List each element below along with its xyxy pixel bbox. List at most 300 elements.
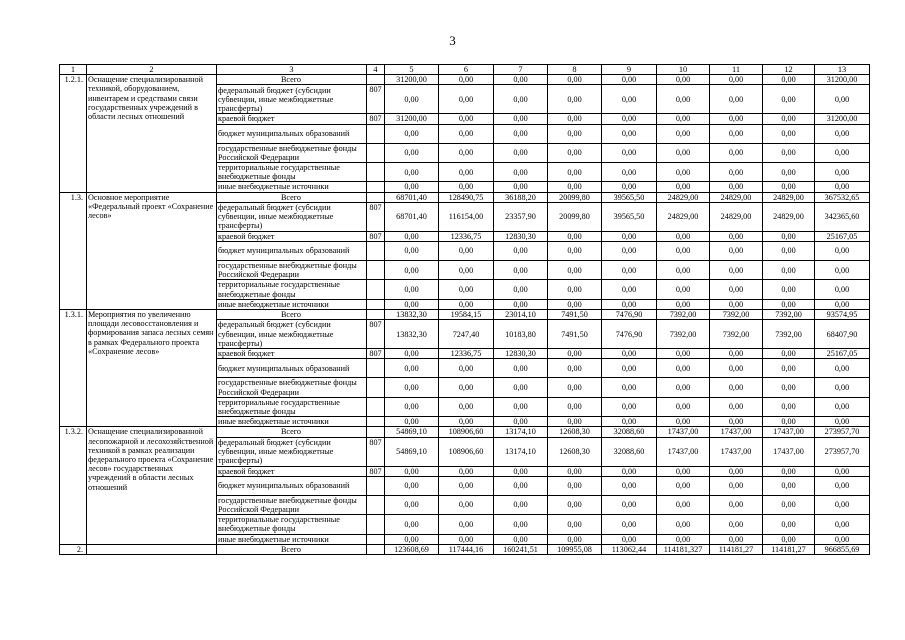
amount-cell: 17437,00 xyxy=(657,427,710,437)
amount-cell: 7392,00 xyxy=(763,310,815,320)
amount-cell: 273957,70 xyxy=(815,437,870,466)
amount-cell: 31200,00 xyxy=(385,114,439,124)
funding-source: федеральный бюджет (субсидии субвенции, иные межбюджетные трансферты) xyxy=(217,437,367,466)
amount-cell: 0,00 xyxy=(602,124,657,143)
amount-cell: 17437,00 xyxy=(763,437,815,466)
amount-cell: 0,00 xyxy=(548,515,602,534)
amount-cell: 0,00 xyxy=(494,85,548,114)
amount-cell: 0,00 xyxy=(763,75,815,85)
amount-cell: 0,00 xyxy=(548,534,602,544)
amount-cell: 0,00 xyxy=(815,163,870,182)
amount-cell: 0,00 xyxy=(385,231,439,241)
amount-cell: 12336,75 xyxy=(439,349,494,359)
amount-cell: 0,00 xyxy=(815,242,870,261)
funding-source: федеральный бюджет (субсидии субвенции, иные межбюджетные трансферты) xyxy=(217,85,367,114)
funding-source: государственные внебюджетные фонды Российской Федерации xyxy=(217,261,367,280)
amount-cell: 0,00 xyxy=(657,280,710,299)
amount-cell: 0,00 xyxy=(763,476,815,495)
amount-cell: 0,00 xyxy=(439,261,494,280)
amount-cell: 0,00 xyxy=(657,417,710,427)
funding-source: государственные внебюджетные фонды Российской Федерации xyxy=(217,378,367,397)
amount-cell: 0,00 xyxy=(548,163,602,182)
amount-cell: 0,00 xyxy=(815,378,870,397)
amount-cell: 0,00 xyxy=(548,280,602,299)
funding-source: государственные внебюджетные фонды Российской Федерации xyxy=(217,143,367,162)
amount-cell: 13832,30 xyxy=(385,310,439,320)
amount-cell: 0,00 xyxy=(439,476,494,495)
amount-cell: 7476,90 xyxy=(602,320,657,349)
amount-cell: 7392,00 xyxy=(657,320,710,349)
amount-cell: 0,00 xyxy=(494,476,548,495)
amount-cell: 13832,30 xyxy=(385,320,439,349)
amount-cell: 24829,00 xyxy=(763,192,815,202)
header-cell: 4 xyxy=(367,65,385,75)
amount-cell: 0,00 xyxy=(710,75,763,85)
amount-cell: 68701,40 xyxy=(385,192,439,202)
funding-source: бюджет муниципальных образований xyxy=(217,124,367,143)
budget-code xyxy=(367,310,385,320)
funding-source: территориальные государственные внебюджетные фонды xyxy=(217,163,367,182)
header-cell: 1 xyxy=(60,65,87,75)
amount-cell: 0,00 xyxy=(494,261,548,280)
amount-cell: 24829,00 xyxy=(657,202,710,231)
section-name: Оснащение специализированной лесопожарной и лесохозяйственной техникой в рамках реализации федерального проекта «Сохранение лесов» государственных учреждений в области лесных отношений xyxy=(87,427,217,544)
amount-cell: 0,00 xyxy=(763,261,815,280)
budget-code xyxy=(367,359,385,378)
budget-code xyxy=(367,397,385,416)
amount-cell: 0,00 xyxy=(657,114,710,124)
header-row xyxy=(60,65,870,75)
amount-cell: 273957,70 xyxy=(815,427,870,437)
section-name xyxy=(87,544,217,554)
amount-cell: 24829,00 xyxy=(710,202,763,231)
header-cell: 6 xyxy=(439,65,494,75)
amount-cell: 0,00 xyxy=(763,85,815,114)
amount-cell: 31200,00 xyxy=(385,75,439,85)
amount-cell: 0,00 xyxy=(763,359,815,378)
amount-cell: 54869,10 xyxy=(385,437,439,466)
amount-cell: 0,00 xyxy=(548,85,602,114)
amount-cell: 0,00 xyxy=(657,85,710,114)
amount-cell: 0,00 xyxy=(763,534,815,544)
budget-code xyxy=(367,143,385,162)
amount-cell: 0,00 xyxy=(385,397,439,416)
amount-cell: 0,00 xyxy=(763,231,815,241)
funding-source: Всего xyxy=(217,75,367,85)
amount-cell: 0,00 xyxy=(494,75,548,85)
amount-cell: 0,00 xyxy=(602,182,657,192)
amount-cell: 0,00 xyxy=(815,124,870,143)
budget-code xyxy=(367,182,385,192)
amount-cell: 0,00 xyxy=(602,299,657,309)
amount-cell: 0,00 xyxy=(494,299,548,309)
header-cell: 5 xyxy=(385,65,439,75)
header-cell: 12 xyxy=(763,65,815,75)
amount-cell: 0,00 xyxy=(602,378,657,397)
amount-cell: 0,00 xyxy=(439,515,494,534)
amount-cell: 0,00 xyxy=(657,397,710,416)
amount-cell: 7476,90 xyxy=(602,310,657,320)
amount-cell: 0,00 xyxy=(815,515,870,534)
amount-cell: 0,00 xyxy=(657,75,710,85)
amount-cell: 116154,00 xyxy=(439,202,494,231)
amount-cell: 0,00 xyxy=(548,495,602,514)
amount-cell: 0,00 xyxy=(548,476,602,495)
amount-cell: 13174,10 xyxy=(494,427,548,437)
amount-cell: 0,00 xyxy=(657,231,710,241)
funding-source: бюджет муниципальных образований xyxy=(217,242,367,261)
amount-cell: 0,00 xyxy=(763,378,815,397)
amount-cell: 12830,30 xyxy=(494,231,548,241)
amount-cell: 0,00 xyxy=(710,114,763,124)
amount-cell: 0,00 xyxy=(710,534,763,544)
amount-cell: 0,00 xyxy=(657,476,710,495)
section-code: 1.2.1. xyxy=(60,75,87,192)
amount-cell: 0,00 xyxy=(602,231,657,241)
amount-cell: 108906,60 xyxy=(439,427,494,437)
amount-cell: 25167,05 xyxy=(815,349,870,359)
amount-cell: 0,00 xyxy=(763,114,815,124)
amount-cell: 0,00 xyxy=(439,124,494,143)
amount-cell: 0,00 xyxy=(657,242,710,261)
amount-cell: 0,00 xyxy=(657,124,710,143)
amount-cell: 0,00 xyxy=(763,124,815,143)
amount-cell: 108906,60 xyxy=(439,437,494,466)
amount-cell: 0,00 xyxy=(494,534,548,544)
budget-code: 807 xyxy=(367,231,385,241)
header-cell: 7 xyxy=(494,65,548,75)
budget-code xyxy=(367,192,385,202)
amount-cell: 0,00 xyxy=(710,417,763,427)
amount-cell: 0,00 xyxy=(602,534,657,544)
amount-cell: 0,00 xyxy=(657,182,710,192)
amount-cell: 25167,05 xyxy=(815,231,870,241)
amount-cell: 0,00 xyxy=(602,261,657,280)
amount-cell: 0,00 xyxy=(548,417,602,427)
amount-cell: 0,00 xyxy=(548,299,602,309)
amount-cell: 0,00 xyxy=(494,182,548,192)
budget-code: 807 xyxy=(367,437,385,466)
budget-code xyxy=(367,515,385,534)
amount-cell: 0,00 xyxy=(763,515,815,534)
amount-cell: 0,00 xyxy=(657,466,710,476)
amount-cell: 0,00 xyxy=(602,143,657,162)
amount-cell: 7392,00 xyxy=(657,310,710,320)
funding-source: иные внебюджетные источники xyxy=(217,534,367,544)
amount-cell: 24829,00 xyxy=(657,192,710,202)
amount-cell: 0,00 xyxy=(385,280,439,299)
amount-cell: 7392,00 xyxy=(763,320,815,349)
funding-source: иные внебюджетные источники xyxy=(217,182,367,192)
amount-cell: 93574,95 xyxy=(815,310,870,320)
amount-cell: 54869,10 xyxy=(385,427,439,437)
amount-cell: 0,00 xyxy=(763,280,815,299)
amount-cell: 0,00 xyxy=(763,397,815,416)
funding-source: Всего xyxy=(217,192,367,202)
amount-cell: 0,00 xyxy=(602,466,657,476)
amount-cell: 0,00 xyxy=(439,378,494,397)
amount-cell: 17437,00 xyxy=(763,427,815,437)
amount-cell: 68701,40 xyxy=(385,202,439,231)
budget-code xyxy=(367,261,385,280)
amount-cell: 0,00 xyxy=(710,299,763,309)
section-name: Мероприятия по увеличению площади лесовосстановления и формирования запаса лесных семян в рамках Федерального проекта «Сохранение лесов» xyxy=(87,310,217,427)
amount-cell: 0,00 xyxy=(385,466,439,476)
amount-cell: 0,00 xyxy=(548,397,602,416)
amount-cell: 17437,00 xyxy=(657,437,710,466)
budget-table xyxy=(59,64,870,555)
funding-source: краевой бюджет xyxy=(217,466,367,476)
amount-cell: 0,00 xyxy=(385,182,439,192)
amount-cell: 0,00 xyxy=(385,163,439,182)
funding-source: Всего xyxy=(217,427,367,437)
amount-cell: 0,00 xyxy=(548,231,602,241)
funding-source: Всего xyxy=(217,310,367,320)
header-cell: 10 xyxy=(657,65,710,75)
amount-cell: 0,00 xyxy=(439,143,494,162)
amount-cell: 0,00 xyxy=(710,349,763,359)
amount-cell: 0,00 xyxy=(439,75,494,85)
funding-source: Всего xyxy=(217,544,367,554)
amount-cell: 0,00 xyxy=(602,163,657,182)
amount-cell: 0,00 xyxy=(385,476,439,495)
amount-cell: 12608,30 xyxy=(548,437,602,466)
budget-code: 807 xyxy=(367,320,385,349)
amount-cell: 0,00 xyxy=(710,359,763,378)
amount-cell: 0,00 xyxy=(710,163,763,182)
amount-cell: 0,00 xyxy=(494,124,548,143)
amount-cell: 68407,90 xyxy=(815,320,870,349)
amount-cell: 0,00 xyxy=(548,349,602,359)
amount-cell: 7491,50 xyxy=(548,320,602,349)
amount-cell: 0,00 xyxy=(494,417,548,427)
amount-cell: 0,00 xyxy=(763,299,815,309)
amount-cell: 24829,00 xyxy=(710,192,763,202)
amount-cell: 0,00 xyxy=(548,182,602,192)
amount-cell: 0,00 xyxy=(657,299,710,309)
amount-cell: 0,00 xyxy=(385,299,439,309)
budget-code: 807 xyxy=(367,466,385,476)
amount-cell: 0,00 xyxy=(494,163,548,182)
amount-cell: 0,00 xyxy=(602,515,657,534)
funding-source: краевой бюджет xyxy=(217,349,367,359)
amount-cell: 7491,50 xyxy=(548,310,602,320)
amount-cell: 0,00 xyxy=(763,466,815,476)
amount-cell: 0,00 xyxy=(815,85,870,114)
section-code: 2. xyxy=(60,544,87,554)
amount-cell: 12830,30 xyxy=(494,349,548,359)
amount-cell: 7247,40 xyxy=(439,320,494,349)
amount-cell: 0,00 xyxy=(763,417,815,427)
funding-source: территориальные государственные внебюджетные фонды xyxy=(217,515,367,534)
table-row xyxy=(60,427,870,437)
amount-cell: 0,00 xyxy=(548,359,602,378)
table-row xyxy=(60,192,870,202)
amount-cell: 0,00 xyxy=(494,242,548,261)
budget-code xyxy=(367,280,385,299)
amount-cell: 32088,60 xyxy=(602,427,657,437)
amount-cell: 0,00 xyxy=(439,495,494,514)
table-row xyxy=(60,310,870,320)
grand-total-row xyxy=(60,544,870,554)
amount-cell: 36188,20 xyxy=(494,192,548,202)
amount-cell: 0,00 xyxy=(657,378,710,397)
amount-cell: 0,00 xyxy=(602,349,657,359)
amount-cell: 0,00 xyxy=(548,143,602,162)
amount-cell: 0,00 xyxy=(710,476,763,495)
amount-cell: 0,00 xyxy=(710,261,763,280)
amount-cell: 0,00 xyxy=(815,417,870,427)
funding-source: бюджет муниципальных образований xyxy=(217,476,367,495)
amount-cell: 0,00 xyxy=(815,261,870,280)
amount-cell: 114181,327 xyxy=(657,544,710,554)
amount-cell: 0,00 xyxy=(657,359,710,378)
funding-source: федеральный бюджет (субсидии субвенции, иные межбюджетные трансферты) xyxy=(217,320,367,349)
funding-source: краевой бюджет xyxy=(217,114,367,124)
budget-code xyxy=(367,299,385,309)
amount-cell: 0,00 xyxy=(494,143,548,162)
amount-cell: 23014,10 xyxy=(494,310,548,320)
amount-cell: 0,00 xyxy=(548,114,602,124)
amount-cell: 17437,00 xyxy=(710,437,763,466)
amount-cell: 0,00 xyxy=(815,495,870,514)
amount-cell: 0,00 xyxy=(385,124,439,143)
funding-source: бюджет муниципальных образований xyxy=(217,359,367,378)
amount-cell: 0,00 xyxy=(657,515,710,534)
amount-cell: 39565,50 xyxy=(602,192,657,202)
amount-cell: 0,00 xyxy=(710,466,763,476)
amount-cell: 0,00 xyxy=(439,534,494,544)
amount-cell: 114181,27 xyxy=(763,544,815,554)
amount-cell: 0,00 xyxy=(602,242,657,261)
amount-cell: 0,00 xyxy=(710,85,763,114)
budget-code xyxy=(367,534,385,544)
amount-cell: 0,00 xyxy=(548,124,602,143)
amount-cell: 0,00 xyxy=(763,143,815,162)
section-code: 1.3.1. xyxy=(60,310,87,427)
budget-code xyxy=(367,417,385,427)
amount-cell: 0,00 xyxy=(763,349,815,359)
amount-cell: 0,00 xyxy=(494,114,548,124)
amount-cell: 31200,00 xyxy=(815,75,870,85)
amount-cell: 0,00 xyxy=(763,495,815,514)
funding-source: краевой бюджет xyxy=(217,231,367,241)
amount-cell: 0,00 xyxy=(710,242,763,261)
amount-cell: 0,00 xyxy=(548,466,602,476)
amount-cell: 0,00 xyxy=(385,417,439,427)
amount-cell: 0,00 xyxy=(385,515,439,534)
budget-code xyxy=(367,378,385,397)
amount-cell: 0,00 xyxy=(385,534,439,544)
amount-cell: 0,00 xyxy=(657,163,710,182)
header-cell: 2 xyxy=(87,65,217,75)
amount-cell: 0,00 xyxy=(602,75,657,85)
amount-cell: 0,00 xyxy=(602,114,657,124)
budget-code: 807 xyxy=(367,349,385,359)
amount-cell: 0,00 xyxy=(494,466,548,476)
section-name: Оснащение специализированной техникой, оборудованием, инвентарем и средствами связи государственных учреждений в области лесных отношений xyxy=(87,75,217,192)
amount-cell: 0,00 xyxy=(657,534,710,544)
amount-cell: 0,00 xyxy=(657,261,710,280)
amount-cell: 109955,08 xyxy=(548,544,602,554)
amount-cell: 0,00 xyxy=(385,143,439,162)
funding-source: федеральный бюджет (субсидии субвенции, иные межбюджетные трансферты) xyxy=(217,202,367,231)
amount-cell: 0,00 xyxy=(815,143,870,162)
amount-cell: 0,00 xyxy=(385,359,439,378)
amount-cell: 0,00 xyxy=(385,261,439,280)
budget-code xyxy=(367,495,385,514)
header-cell: 9 xyxy=(602,65,657,75)
amount-cell: 0,00 xyxy=(602,397,657,416)
funding-source: территориальные государственные внебюджетные фонды xyxy=(217,280,367,299)
amount-cell: 0,00 xyxy=(494,378,548,397)
header-cell: 8 xyxy=(548,65,602,75)
amount-cell: 0,00 xyxy=(494,495,548,514)
amount-cell: 114181,27 xyxy=(710,544,763,554)
amount-cell: 966855,69 xyxy=(815,544,870,554)
funding-source: иные внебюджетные источники xyxy=(217,299,367,309)
amount-cell: 0,00 xyxy=(657,143,710,162)
amount-cell: 0,00 xyxy=(602,417,657,427)
amount-cell: 0,00 xyxy=(815,476,870,495)
amount-cell: 0,00 xyxy=(385,242,439,261)
amount-cell: 0,00 xyxy=(763,242,815,261)
amount-cell: 0,00 xyxy=(439,280,494,299)
amount-cell: 0,00 xyxy=(815,182,870,192)
amount-cell: 13174,10 xyxy=(494,437,548,466)
amount-cell: 0,00 xyxy=(439,182,494,192)
amount-cell: 24829,00 xyxy=(763,202,815,231)
amount-cell: 0,00 xyxy=(710,515,763,534)
amount-cell: 0,00 xyxy=(602,280,657,299)
budget-code xyxy=(367,163,385,182)
amount-cell: 0,00 xyxy=(602,359,657,378)
amount-cell: 0,00 xyxy=(710,124,763,143)
amount-cell: 0,00 xyxy=(710,280,763,299)
amount-cell: 0,00 xyxy=(763,182,815,192)
amount-cell: 0,00 xyxy=(548,75,602,85)
amount-cell: 12336,75 xyxy=(439,231,494,241)
amount-cell: 0,00 xyxy=(657,495,710,514)
budget-code xyxy=(367,75,385,85)
header-cell: 13 xyxy=(815,65,870,75)
amount-cell: 0,00 xyxy=(602,495,657,514)
amount-cell: 0,00 xyxy=(710,378,763,397)
amount-cell: 123608,69 xyxy=(385,544,439,554)
header-cell: 11 xyxy=(710,65,763,75)
amount-cell: 0,00 xyxy=(710,397,763,416)
amount-cell: 0,00 xyxy=(494,280,548,299)
amount-cell: 128490,75 xyxy=(439,192,494,202)
amount-cell: 7392,00 xyxy=(710,320,763,349)
amount-cell: 0,00 xyxy=(385,495,439,514)
amount-cell: 0,00 xyxy=(494,515,548,534)
amount-cell: 0,00 xyxy=(385,85,439,114)
amount-cell: 0,00 xyxy=(439,242,494,261)
amount-cell: 7392,00 xyxy=(710,310,763,320)
amount-cell: 0,00 xyxy=(763,163,815,182)
amount-cell: 0,00 xyxy=(439,359,494,378)
amount-cell: 0,00 xyxy=(710,182,763,192)
section-code: 1.3.2. xyxy=(60,427,87,544)
budget-code xyxy=(367,427,385,437)
amount-cell: 0,00 xyxy=(710,495,763,514)
amount-cell: 113062,44 xyxy=(602,544,657,554)
budget-code: 807 xyxy=(367,114,385,124)
amount-cell: 0,00 xyxy=(815,534,870,544)
amount-cell: 367532,65 xyxy=(815,192,870,202)
amount-cell: 0,00 xyxy=(494,397,548,416)
